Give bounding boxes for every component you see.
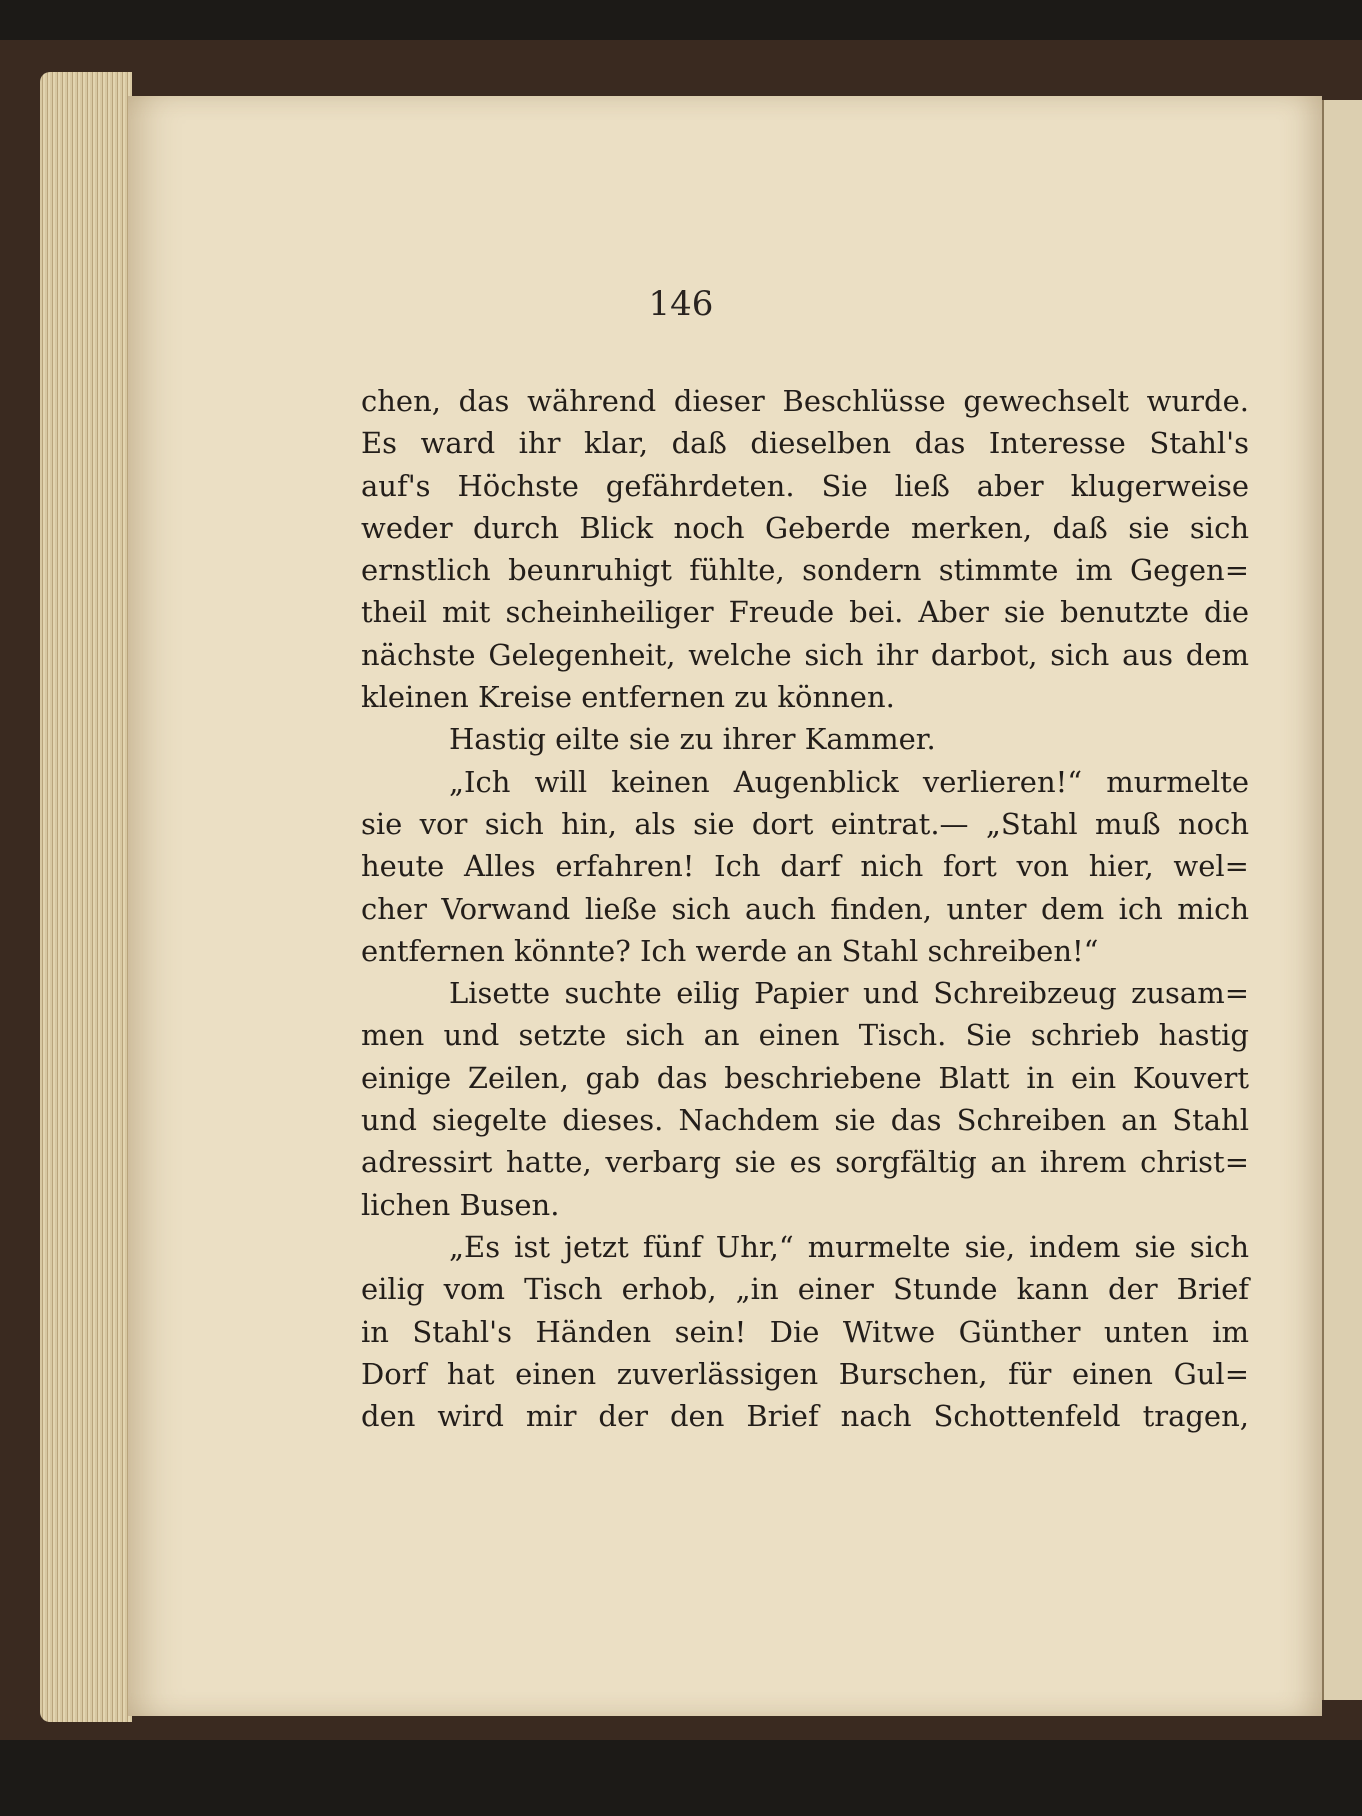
text-line: heute Alles erfahren! Ich darf nich fort von hier, wel=: [361, 849, 1249, 884]
text-line: cher Vorwand ließe sich auch finden, unter dem ich mich: [361, 891, 1249, 926]
body-text: [361, 380, 1249, 1437]
page-number: 146: [648, 284, 714, 324]
text-line: Hastig eilte sie zu ihrer Kammer.: [449, 722, 936, 757]
text-line: eilig vom Tisch erhob, „in einer Stunde kann der Brief: [361, 1272, 1249, 1307]
text-line: und siegelte dieses. Nachdem sie das Schreiben an Stahl: [361, 1103, 1249, 1138]
facing-page-edge: [1322, 100, 1362, 1700]
text-line: ernstlich beunruhigt fühlte, sondern stimmte im Gegen=: [361, 553, 1249, 588]
text-line: theil mit scheinheiliger Freude bei. Aber sie benutzte die: [361, 595, 1249, 630]
text-line: chen, das während dieser Beschlüsse gewechselt wurde.: [361, 384, 1249, 418]
text-line: kleinen Kreise entfernen zu können.: [361, 680, 895, 715]
text-line: einige Zeilen, gab das beschriebene Blatt in ein Kouvert: [361, 1060, 1249, 1095]
text-line: entfernen könnte? Ich werde an Stahl schreiben!“: [361, 933, 1099, 968]
text-line: „Ich will keinen Augenblick verlieren!“ murmelte: [449, 764, 1249, 799]
text-line: sie vor sich hin, als sie dort eintrat.— „Stahl muß noch: [361, 806, 1249, 841]
text-line: Dorf hat einen zuverlässigen Burschen, für einen Gul=: [361, 1356, 1249, 1391]
text-line: adressirt hatte, verbarg sie es sorgfältig an ihrem christ=: [361, 1145, 1249, 1180]
text-line: in Stahl's Händen sein! Die Witwe Günther unten im: [361, 1314, 1249, 1349]
text-line: men und setzte sich an einen Tisch. Sie schrieb hastig: [361, 1018, 1249, 1053]
text-line: Es ward ihr klar, daß dieselben das Interesse Stahl's: [361, 426, 1249, 461]
text-line: lichen Busen.: [361, 1187, 560, 1222]
text-line: den wird mir der den Brief nach Schottenfeld tragen,: [361, 1399, 1249, 1434]
text-line: weder durch Blick noch Geberde merken, daß sie sich: [361, 510, 1249, 545]
text-line: nächste Gelegenheit, welche sich ihr darbot, sich aus dem: [361, 637, 1249, 672]
text-line: auf's Höchste gefährdeten. Sie ließ aber klugerweise: [361, 468, 1249, 503]
text-line: Lisette suchte eilig Papier und Schreibzeug zusam=: [449, 976, 1249, 1011]
text-line: „Es ist jetzt fünf Uhr,“ murmelte sie, indem sie sich: [449, 1229, 1249, 1264]
